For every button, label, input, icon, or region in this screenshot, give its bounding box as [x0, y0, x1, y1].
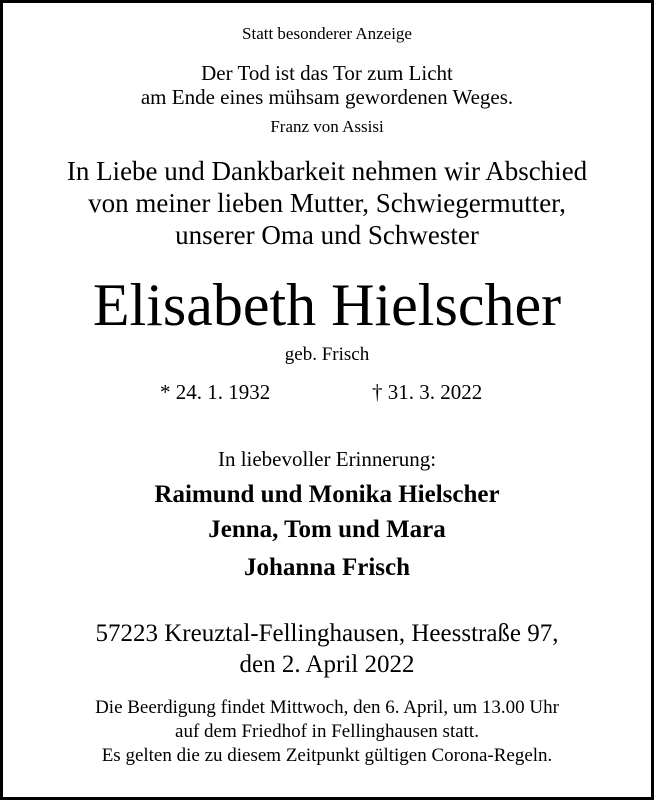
intro-line-3: unserer Oma und Schwester: [175, 220, 479, 250]
intro-line-1: In Liebe und Dankbarkeit nehmen wir Abschied: [66, 156, 588, 186]
memory-label: In liebevoller Erinnerung:: [217, 447, 437, 471]
quote-author: Franz von Assisi: [270, 117, 384, 136]
funeral-line-2: auf dem Friedhof in Fellinghausen statt.: [175, 721, 479, 742]
date-line: den 2. April 2022: [239, 651, 415, 678]
maiden-name: geb. Frisch: [284, 344, 370, 365]
intro-line-2: von meiner lieben Mutter, Schwiegermutter,: [88, 188, 566, 218]
deceased-name: Elisabeth Hielscher: [92, 272, 562, 338]
quote-line-1: Der Tod ist das Tor zum Licht: [201, 61, 453, 85]
address-line: 57223 Kreuztal-Fellinghausen, Heesstraße 97,: [95, 620, 559, 647]
birth-date: * 24. 1. 1932: [160, 380, 271, 404]
quote-line-2: am Ende eines mühsam gewordenen Weges.: [140, 85, 514, 109]
mourner-line-2: Jenna, Tom und Mara: [208, 516, 446, 543]
notice-header: Statt besonderer Anzeige: [242, 24, 412, 43]
mourner-line-3: Johanna Frisch: [243, 554, 410, 581]
mourner-line-1: Raimund und Monika Hielscher: [154, 481, 500, 508]
funeral-line-3: Es gelten die zu diesem Zeitpunkt gültigen Corona-Regeln.: [101, 745, 553, 766]
death-date: † 31. 3. 2022: [372, 380, 483, 404]
funeral-line-1: Die Beerdigung findet Mittwoch, den 6. April, um 13.00 Uhr: [95, 697, 559, 718]
